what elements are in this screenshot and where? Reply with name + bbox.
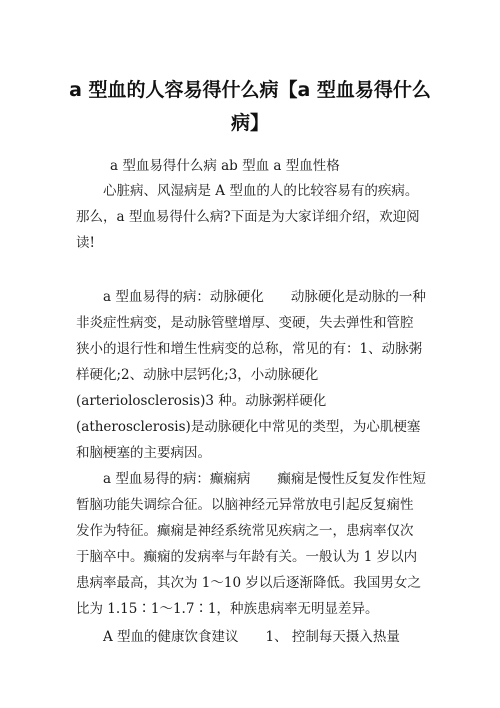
title-line-2: 病】 [230,112,269,134]
paragraph-line: 发作为特征。癫痫是神经系统常见疾病之一，患病率仅次 [76,523,414,539]
paragraph-line: a 型血易得的病：动脉硬化 动脉硬化是动脉的一种 [103,289,426,305]
paragraph-line: 和脑梗塞的主要病因。 [76,445,211,461]
paragraph-line: A 型血的健康饮食建议 1、 控制每天摄入热量 [103,629,400,645]
paragraph-line: 比为 1.15∶1～1.7∶1，种族患病率无明显差异。 [76,601,379,617]
paragraph-line: 读! [76,235,95,251]
paragraph-line: 狭小的退行性和增生性病变的总称，常见的有：1、动脉粥 [76,341,423,357]
paragraph-line: 心脏病、风湿病是 A 型血的人的比较容易有的疾病。 [103,183,419,199]
paragraph-line: (atherosclerosis)是动脉硬化中常见的类型，为心肌梗塞 [76,419,421,435]
paragraph-line: 于脑卒中。癫痫的发病率与年龄有关。一般认为 1 岁以内 [76,549,418,565]
paragraph-line: 那么，a 型血易得什么病?下面是为大家详细介绍，欢迎阅 [76,209,420,225]
paragraph-line: 样硬化;2、动脉中层钙化;3，小动脉硬化 [76,367,319,383]
paragraph-line: a 型血易得的病：癫痫病 癫痫是慢性反复发作性短 [103,471,426,487]
keywords-line: a 型血易得什么病 ab 型血 a 型血性格 [110,158,340,174]
paragraph-line: 非炎症性病变，是动脉管壁增厚、变硬，失去弹性和管腔 [76,315,414,331]
title-line-1: a 型血的人容易得什么病【a 型血易得什么 [69,79,431,101]
paragraph-line: 患病率最高，其次为 1～10 岁以后逐渐降低。我国男女之 [76,575,421,591]
paragraph-line: (arteriolosclerosis)3 种。动脉粥样硬化 [76,393,327,409]
document-title [60,74,440,140]
paragraph-line: 暂脑功能失调综合征。以脑神经元异常放电引起反复痫性 [76,497,414,513]
